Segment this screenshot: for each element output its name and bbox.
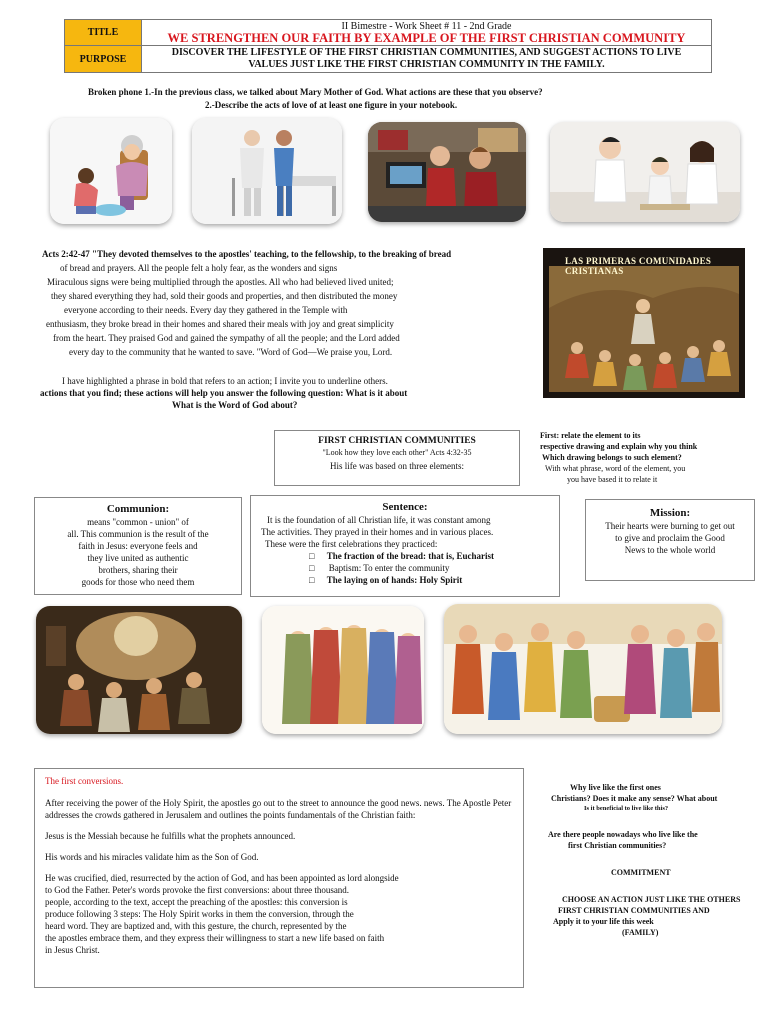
acts-line-5: everyone according to their needs. Every day they gathered in the Temple with	[64, 305, 348, 315]
highlight-line-1: I have highlighted a phrase in bold that refers to an action; I invite you to underline others.	[62, 376, 388, 386]
first-communities-based: His life was based on three elements:	[330, 461, 464, 471]
sentence-item-1-text: The fraction of the bread: that is, Eucharist	[326, 551, 495, 561]
cashier-store-photo	[368, 122, 526, 222]
acts-line-4: they shared everything they had, sold their goods and properties, and then distributed the money	[51, 291, 398, 301]
worksheet-title: WE STRENGTHEN OUR FAITH BY EXAMPLE OF THE FIRST CHRISTIAN COMMUNITY	[167, 30, 686, 45]
sentence-item-3-text: The laying on of hands: Holy Spirit	[326, 575, 463, 585]
commitment-heading: COMMITMENT	[611, 868, 671, 877]
crowd-sharing-illustration	[444, 604, 722, 734]
conversions-p4-line-5: heard word. They are baptized and, with this gesture, the church, represented by the	[45, 921, 347, 931]
commitment-line-1: CHOOSE AN ACTION JUST LIKE THE OTHERS	[562, 895, 741, 904]
conversions-p4-line-4: produce following 3 steps: The Holy Spirit works in them the conversion, through the	[45, 909, 354, 919]
photo-family-study	[550, 122, 740, 222]
purpose-line-1: DISCOVER THE LIFESTYLE OF THE FIRST CHRISTIAN COMMUNITIES, AND SUGGEST ACTIONS TO LIVE	[171, 47, 682, 58]
sentence-item-2	[251, 562, 559, 574]
communion-title: Communion:	[106, 503, 170, 515]
photo-nurse-helping	[192, 118, 342, 224]
conversions-p4-line-3: people, according to the text, accept the preaching of the apostles: this conversion is	[45, 897, 348, 907]
sentence-title: Sentence:	[382, 501, 428, 513]
note-line-2: respective drawing and explain why you think	[540, 442, 698, 451]
conversions-paragraph-2: Jesus is the Messiah because he fulfills what the prophets announced.	[45, 831, 296, 841]
purpose-line-2: VALUES JUST LIKE THE FIRST CHRISTIAN COMMUNITY IN THE FAMILY.	[248, 59, 605, 70]
purpose-cell	[142, 46, 712, 73]
photo-foot-washing	[50, 118, 172, 224]
picture-praying-women	[262, 606, 424, 734]
note-line-3: Which drawing belongs to such element?	[542, 453, 682, 462]
acts-line-2: of bread and prayers. All the people felt a holy fear, as the wonders and signs	[60, 263, 338, 273]
header-table	[64, 19, 712, 73]
mission-box	[585, 499, 755, 581]
communion-line-2: all. This communion is the result of the	[67, 529, 209, 539]
praying-disciples-illustration	[262, 606, 424, 734]
communion-box	[34, 497, 242, 595]
question-2-line-2: first Christian communities?	[568, 841, 667, 850]
commitment-line-4: (FAMILY)	[622, 928, 659, 937]
communion-line-5: brothers, sharing their	[98, 565, 178, 575]
family-studying-photo	[550, 122, 740, 222]
acts-line-6: enthusiasm, they broke bread in their homes and shared their meals with joy and great simplicity	[46, 319, 394, 329]
picture-crowd-sharing	[444, 604, 722, 734]
highlight-line-2: actions that you find; these actions will help you answer the following question: What is it about	[40, 388, 408, 398]
sentence-item-3	[251, 574, 559, 586]
mission-line-2: to give and proclaim the Good	[615, 533, 725, 543]
mission-line-1: Their hearts were burning to get out	[605, 521, 735, 531]
conversions-paragraph-1: After receiving the power of the Holy Spirit, the apostles go out to the street to announce the good news. news. The Apostle Peter addresses the crowds gathered in Jerusalem and outlines the points fundamentals of the Christian faith:	[45, 798, 512, 820]
picture-breaking-bread	[36, 606, 242, 734]
title-cell	[142, 20, 712, 46]
note-line-1: First: relate the element to its	[540, 431, 641, 440]
conversions-p4-line-2: to God the Father. Peter's words provoke the first conversions: about three thousand.	[45, 885, 350, 895]
note-line-5: you have based it to relate it	[567, 475, 658, 484]
mission-line-3: News to the whole world	[624, 545, 716, 555]
conversions-p4-line-7: in Jesus Christ.	[45, 945, 100, 955]
conversions-title: The first conversions.	[45, 776, 124, 786]
purpose-label: PURPOSE	[65, 46, 142, 73]
intro-line-1: Broken phone 1.-In the previous class, we talked about Mary Mother of God. What actions are these that you observe?	[88, 87, 543, 97]
painting-caption: LAS PRIMERAS COMUNIDADES CRISTIANAS	[565, 256, 712, 276]
communion-line-3: faith in Jesus: everyone feels and	[78, 541, 198, 551]
sentence-line-2: The activities. They prayed in their homes and in various places.	[261, 527, 494, 537]
sentence-item-1	[251, 550, 559, 562]
acts-line-3: Miraculous signs were being multiplied through the apostles. All who had believed lived united;	[47, 277, 394, 287]
mission-title: Mission:	[649, 507, 691, 519]
commitment-line-3: Apply it to your life this week	[553, 917, 654, 926]
acts-line-7: from the heart. They praised God and gained the sympathy of all the people; and the Lord added	[53, 333, 400, 343]
question-1-line-2: Christians? Does it make any sense? What about	[551, 794, 718, 803]
question-1-line-1: Why live like the first ones	[570, 783, 661, 792]
title-label: TITLE	[65, 20, 142, 46]
question-2-line-1: Are there people nowadays who live like the	[548, 830, 698, 839]
communion-line-6: goods for those who need them	[81, 577, 195, 587]
sentence-line-1: It is the foundation of all Christian life, it was constant among	[267, 515, 491, 525]
communion-line-1: means "common - union" of	[87, 517, 189, 527]
sentence-line-3: These were the first celebrations they practiced:	[265, 539, 438, 549]
acts-line-1: Acts 2:42-47 "They devoted themselves to the apostles' teaching, to the fellowship, to the breaking of bread	[42, 249, 452, 259]
bullet-box-icon: □	[309, 563, 315, 573]
question-1-line-3: Is it beneficial to live like this?	[584, 805, 669, 812]
painting-first-communities	[543, 248, 745, 398]
acts-line-8: every day to the community that he wanted to save. "Word of God—We praise you, Lord.	[69, 347, 393, 357]
commitment-line-2: FIRST CHRISTIAN COMMUNITIES AND	[558, 906, 710, 915]
note-line-4: With what phrase, word of the element, you	[545, 464, 686, 473]
intro-line-2: 2.-Describe the acts of love of at least one figure in your notebook.	[205, 100, 458, 110]
conversions-p4-line-6: the apostles embrace them, and they express their willingness to start a new life based on faith	[45, 933, 385, 943]
nurse-helping-elderly-photo	[192, 118, 342, 224]
sentence-item-2-text: Baptism: To enter the community	[328, 563, 450, 573]
conversions-p4-line-1: He was crucified, died, resurrected by the action of God, and has been appointed as lord alongside	[45, 873, 399, 883]
foot-washing-illustration	[50, 118, 172, 224]
breaking-bread-painting	[36, 606, 242, 734]
conversions-box	[34, 768, 524, 988]
communion-line-4: they live united as authentic	[87, 553, 189, 563]
first-communities-title: FIRST CHRISTIAN COMMUNITIES	[318, 436, 476, 446]
first-communities-quote: "Look how they love each other" Acts 4:32-35	[322, 448, 472, 457]
worksheet-subtitle: II Bimestre - Work Sheet # 11 - 2nd Grade	[341, 20, 512, 32]
bullet-box-icon: □	[309, 551, 315, 561]
first-communities-box	[274, 430, 520, 486]
photo-cashier	[368, 122, 526, 222]
sentence-box	[250, 495, 560, 597]
bullet-box-icon: □	[309, 575, 315, 585]
highlight-line-3: What is the Word of God about?	[172, 400, 298, 410]
conversions-paragraph-3: His words and his miracles validate him as the Son of God.	[45, 852, 259, 862]
